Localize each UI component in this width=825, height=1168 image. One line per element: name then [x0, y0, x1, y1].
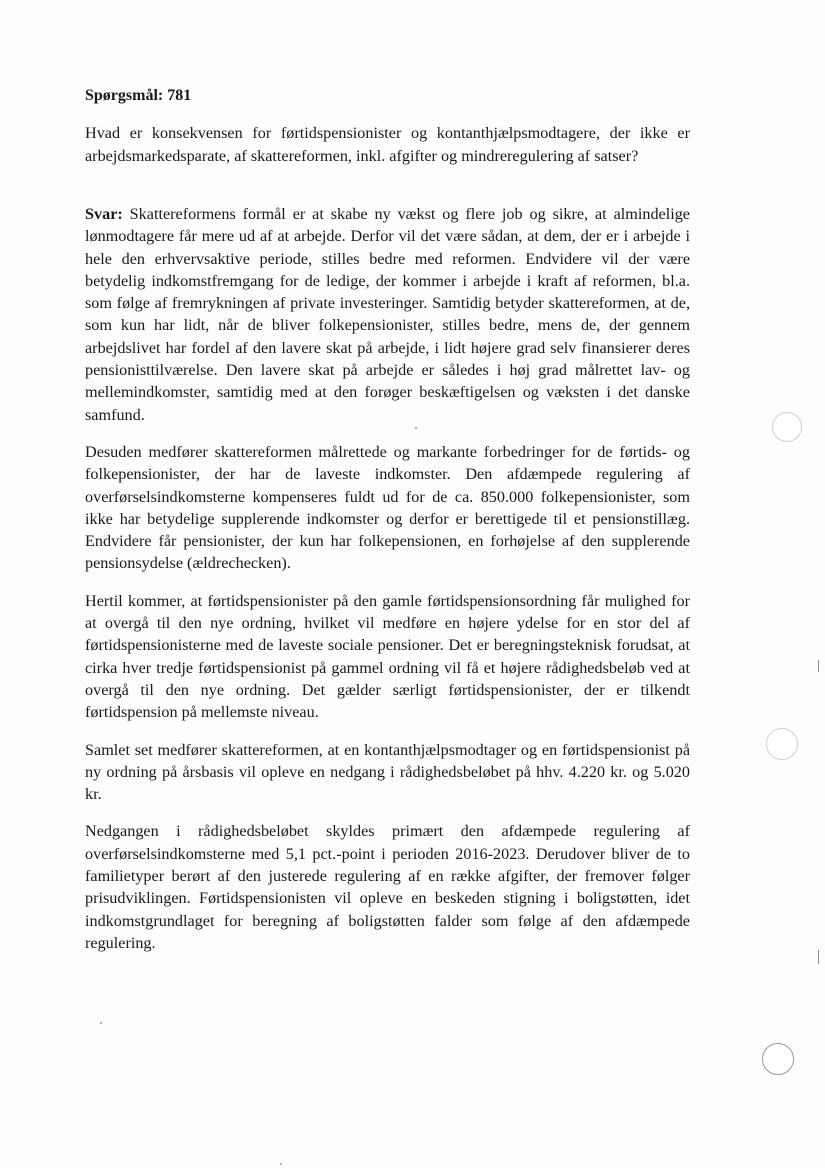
- paragraph-pension-improvements: Desuden medfører skattereformen målrettede og markante forbedringer for de førtids- og folkepensionister, der har de laveste indkomster. Den afdæmpede regulering af overførselsindkomsterne kompenseres fuldt ud for de ca. 850.000 folkepensionister, som ikke har betydelige supplerende indkomster og derfor er berettigede til et pensionstillæg. Endvidere får pensionister, der kun har folkepensionen, en forhøjelse af den supplerende pensionsydelse (ældrechecken).: [85, 442, 690, 573]
- paragraph-total-effect: Samlet set medfører skattereformen, at en kontanthjælpsmodtager og en førtidspensionist på ny ordning på årsbasis vil opleve en nedgang i rådighedsbeløbet på hhv. 4.220 kr. og 5.020 kr.: [85, 740, 690, 804]
- question-text: Hvad er konsekvensen for førtidspensionister og kontanthjælpsmodtagere, der ikke er arbejdsmarkedsparate, af skattereformen, inkl. afgifter og mindreregulering af satser?: [85, 124, 690, 165]
- document-body: [85, 86, 690, 954]
- scan-speck-1: [100, 1022, 102, 1024]
- answer-label: Svar:: [85, 205, 123, 223]
- punch-hole-upper: [772, 412, 802, 442]
- scan-speck-3: [415, 427, 417, 429]
- paragraph-early-retirement: Hertil kommer, at førtidspensionister på den gamle førtidspensionsordning får mulighed for at overgå til den nye ordning, hvilket vil medføre en højere ydelse for en stor del af førtidspensionisterne med de laveste sociale pensioner. Det er beregningsteknisk forudsat, at cirka hver tredje førtidspensionist på gammel ordning vil få et højere rådighedsbeløb ved at overgå til den nye ordning. Det gælder særligt førtidspensionister, der er tilkendt førtidspension på mellemste niveau.: [85, 591, 690, 722]
- answer-text: Skattereformens formål er at skabe ny vækst og flere job og sikre, at almindelige lønmodtagere får mere ud af at arbejde. Derfor vil det være sådan, at dem, der er i arbejde i hele den erhvervsaktive periode, stilles bedre med reformen. Endvidere vil der være betydelig indkomstfremgang for de ledige, der kommer i arbejde i kraft af reformen, bl.a. som følge af fremrykningen af private investeringer. Samtidig betyder skattereformen, at de, som kun har lidt, når de bliver folkepensionister, stilles bedre, mens de, der gennem arbejdslivet har fordel af den lavere skat på arbejde, i lidt højere grad selv finansierer deres pensionisttilværelse. Den lavere skat på arbejde er således i høj grad målrettet lav- og mellemindkomster, samtidig med at den forøger beskæftigelsen og væksten i det danske samfund.: [85, 205, 690, 424]
- paragraph-decline-reason: Nedgangen i rådighedsbeløbet skyldes primært den afdæmpede regulering af overførselsindkomsterne med 5,1 pct.-point i perioden 2016-2023. Derudover bliver de to familietyper berørt af den justerede regulering af en række afgifter, der fremover følger prisudviklingen. Førtidspensionisten vil opleve en beskeden stigning i boligstøtten, idet indkomstgrundlaget for beregning af boligstøtten falder som følge af den afdæmpede regulering.: [85, 822, 690, 952]
- punch-hole-lower: [762, 1043, 794, 1075]
- question-number-heading: Spørgsmål: 781: [85, 87, 192, 104]
- scan-speck-2: [280, 1163, 282, 1165]
- answer-paragraph: [85, 203, 690, 426]
- margin-mark-1: [818, 660, 819, 672]
- margin-mark-2: [818, 950, 819, 964]
- punch-hole-middle: [766, 728, 798, 760]
